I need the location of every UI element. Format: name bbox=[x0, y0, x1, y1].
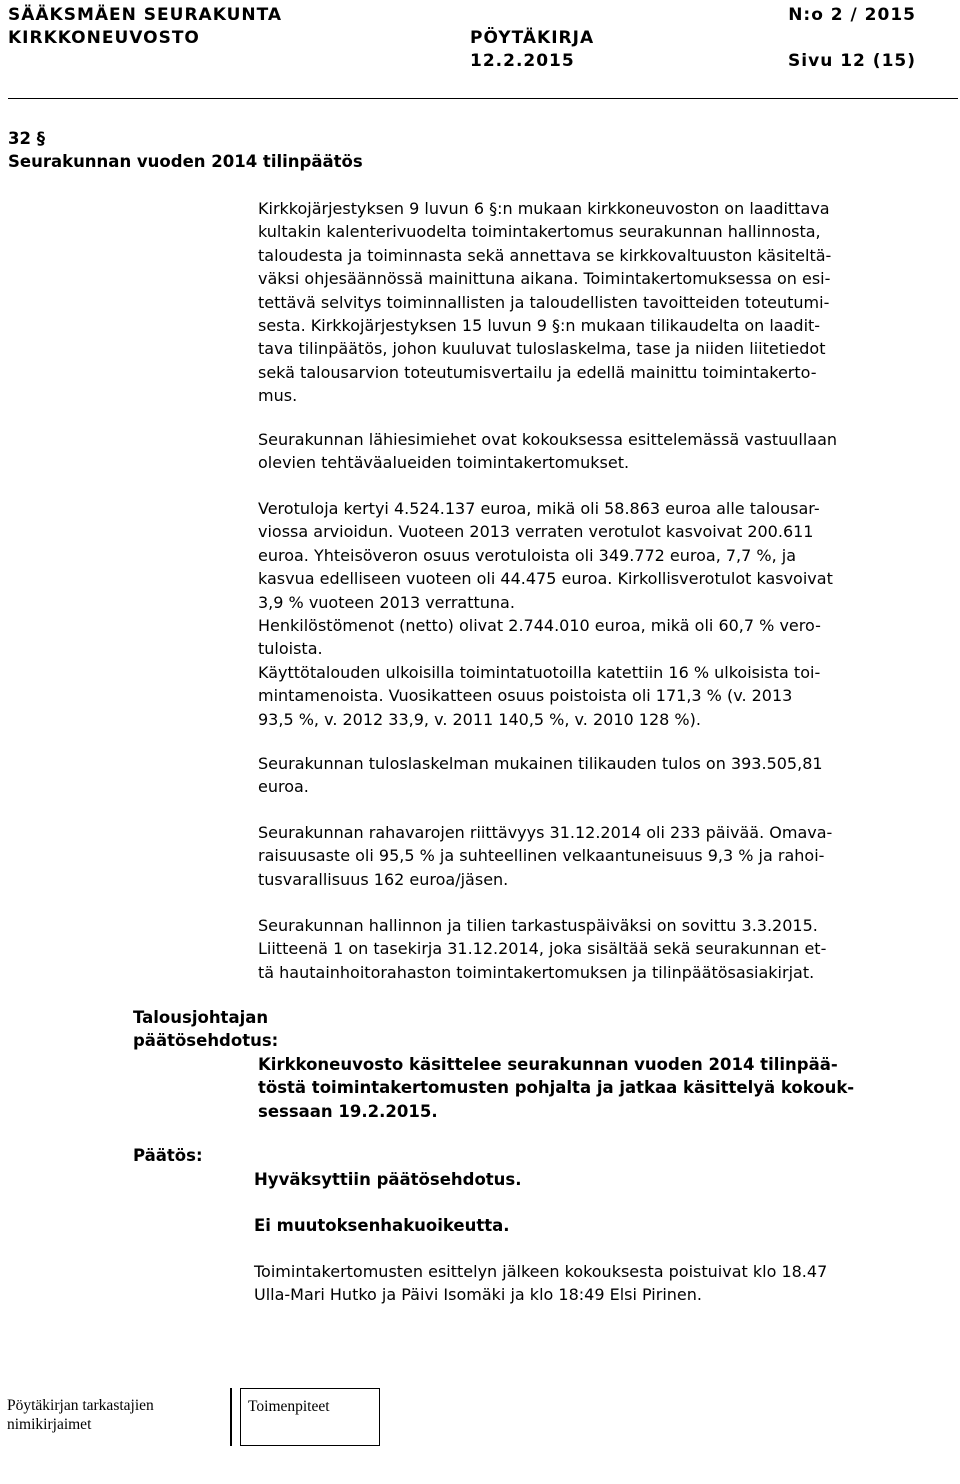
paragraph-result bbox=[258, 752, 958, 799]
text-line: euroa. Yhteisöveron osuus verotuloista oli 349.772 euroa, 7,7 %, ja bbox=[258, 545, 797, 565]
footer-signatures-cell bbox=[0, 1388, 232, 1446]
text-line: sessaan 19.2.2015. bbox=[258, 1101, 438, 1121]
text-line: Verotuloja kertyi 4.524.137 euroa, mikä oli 58.863 euroa alle talousar- bbox=[258, 499, 820, 518]
text-line: Kirkkojärjestyksen 9 luvun 6 §:n mukaan kirkkoneuvoston on laadittava bbox=[258, 199, 830, 218]
decision-label: Päätös: bbox=[133, 1146, 203, 1165]
proposal-label-line: Talousjohtajan bbox=[133, 1008, 269, 1027]
text-line: mus. bbox=[258, 386, 298, 406]
document-type: PÖYTÄKIRJA bbox=[470, 28, 595, 48]
text-line: Ulla-Mari Hutko ja Päivi Isomäki ja klo 18:49 Elsi Pirinen. bbox=[254, 1285, 702, 1305]
footer-actions-label: Toimenpiteet bbox=[248, 1398, 330, 1415]
organization-name: SÄÄKSMÄEN SEURAKUNTA bbox=[8, 5, 283, 25]
section-number-row bbox=[8, 127, 45, 150]
text-line: Toimintakertomusten esittelyn jälkeen kokouksesta poistuivat klo 18.47 bbox=[254, 1262, 828, 1281]
text-line: Liitteenä 1 on tasekirja 31.12.2014, joka sisältää sekä seurakunnan et- bbox=[258, 939, 827, 959]
text-line: Seurakunnan rahavarojen riittävyys 31.12.2014 oli 233 päivää. Omava- bbox=[258, 823, 833, 842]
section-number: 32 bbox=[8, 129, 31, 148]
text-line: Henkilöstömenot (netto) olivat 2.744.010 euroa, mikä oli 60,7 % vero- bbox=[258, 616, 821, 636]
text-line: viossa arvioidun. Vuoteen 2013 verraten verotulot kasvoivat 200.611 bbox=[258, 522, 814, 542]
paragraph-financials bbox=[258, 497, 958, 731]
text-line: raisuusaste oli 95,5 % ja suhteellinen velkaantuneisuus 9,3 % ja rahoi- bbox=[258, 846, 825, 866]
text-line: mintamenoista. Vuosikatteen osuus poistoista oli 171,3 % (v. 2013 bbox=[258, 686, 793, 706]
footer-signatures-label: Pöytäkirjan tarkastajien bbox=[7, 1397, 154, 1414]
footer-signatures-label: nimikirjaimet bbox=[7, 1416, 92, 1433]
text-line: euroa. bbox=[258, 777, 309, 797]
text-line: Käyttötalouden ulkoisilla toimintatuotoilla katettiin 16 % ulkoisista toi- bbox=[258, 662, 821, 682]
text-line: sesta. Kirkkojärjestyksen 15 luvun 9 §:n mukaan tilikaudelta on laadit- bbox=[258, 316, 821, 336]
meeting-date: 12.2.2015 bbox=[470, 51, 575, 71]
text-line: sekä talousarvion toteutumisvertailu ja edellä mainittu toimintakerto- bbox=[258, 362, 817, 382]
text-line: tava tilinpäätös, johon kuuluvat tuloslaskelma, tase ja niiden liitetiedot bbox=[258, 339, 826, 359]
footer-actions-cell bbox=[240, 1388, 380, 1446]
text-line: kultakin kalenterivuodelta toimintakertomus seurakunnan hallinnosta, bbox=[258, 222, 821, 242]
appeal-text: Ei muutoksenhakuoikeutta. bbox=[254, 1216, 510, 1235]
document-number: N:o 2 / 2015 bbox=[788, 5, 916, 25]
paragraph-liquidity bbox=[258, 821, 958, 891]
text-line: kasvua edelliseen vuoteen oli 44.475 euroa. Kirkollisverotulot kasvoivat bbox=[258, 569, 833, 589]
text-line: olevien tehtäväalueiden toimintakertomukset. bbox=[258, 453, 630, 473]
decision-text: Hyväksyttiin päätösehdotus. bbox=[254, 1170, 522, 1189]
text-line: tuloista. bbox=[258, 639, 323, 659]
body-name: KIRKKONEUVOSTO bbox=[8, 28, 200, 48]
text-line: 93,5 %, v. 2012 33,9, v. 2011 140,5 %, v. 2010 128 %). bbox=[258, 709, 701, 729]
text-line: töstä toimintakertomusten pohjalta ja jatkaa käsittelyä kokouk- bbox=[258, 1078, 855, 1098]
text-line: Seurakunnan hallinnon ja tilien tarkastuspäiväksi on sovittu 3.3.2015. bbox=[258, 916, 818, 935]
text-line: taloudesta ja toiminnasta sekä annettava se kirkkovaltuuston käsiteltä- bbox=[258, 245, 832, 265]
text-line: väksi ohjesäännössä mainittuna aikana. Toimintakertomuksessa on esi- bbox=[258, 269, 831, 289]
paragraph-audit bbox=[258, 914, 958, 984]
text-line: tettävä selvitys toiminnallisten ja taloudellisten tavoitteiden toteutumi- bbox=[258, 292, 830, 312]
paragraph-legal-basis bbox=[258, 197, 958, 408]
decision-note bbox=[254, 1260, 954, 1307]
text-line: tusvarallisuus 162 euroa/jäsen. bbox=[258, 869, 509, 889]
section-symbol: § bbox=[36, 129, 45, 148]
text-line: Kirkkoneuvosto käsittelee seurakunnan vuoden 2014 tilinpää- bbox=[258, 1055, 838, 1074]
paragraph-supervisors bbox=[258, 428, 958, 475]
header-rule bbox=[8, 98, 958, 99]
text-line: tä hautainhoitorahaston toimintakertomuksen ja tilinpäätösasiakirjat. bbox=[258, 962, 815, 982]
proposal-label-line: päätösehdotus: bbox=[133, 1031, 279, 1051]
section-title: Seurakunnan vuoden 2014 tilinpäätös bbox=[8, 152, 363, 171]
text-line: Seurakunnan tuloslaskelman mukainen tilikauden tulos on 393.505,81 bbox=[258, 754, 823, 773]
text-line: Seurakunnan lähiesimiehet ovat kokouksessa esittelemässä vastuullaan bbox=[258, 430, 838, 449]
proposal-text bbox=[258, 1053, 958, 1123]
proposal-label bbox=[133, 1006, 278, 1053]
text-line: 3,9 % vuoteen 2013 verrattuna. bbox=[258, 592, 515, 612]
page-number: Sivu 12 (15) bbox=[788, 51, 916, 71]
